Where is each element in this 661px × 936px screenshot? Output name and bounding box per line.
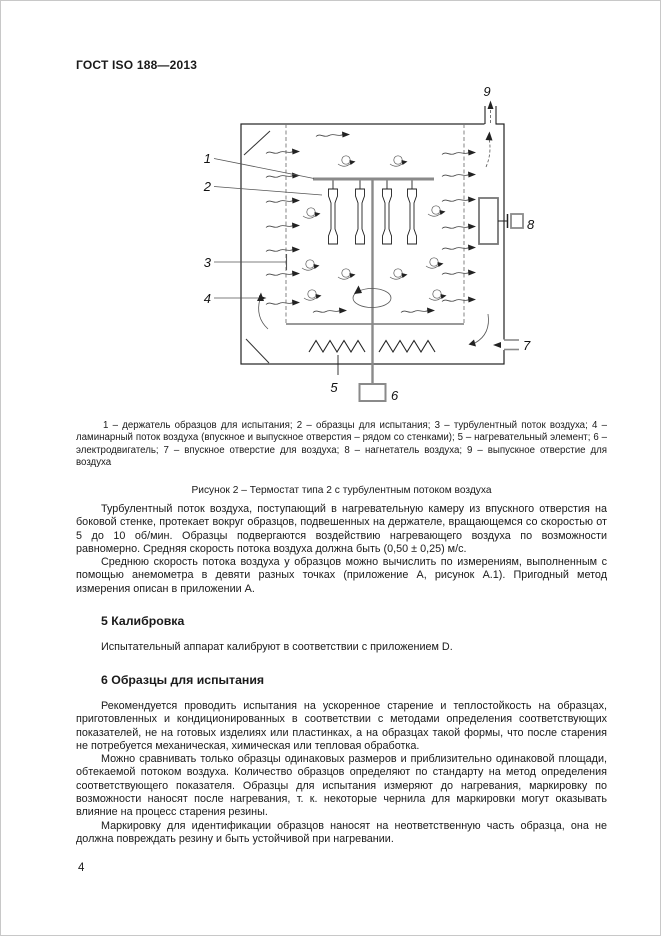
figure-label-3: 3	[203, 255, 211, 270]
figure-label-2: 2	[203, 179, 211, 194]
section-6-paragraph-1: Рекомендуется проводить испытания на ускоренное старение и теплостойкость на образцах, приготовленных и кондиционированных в соответствии с методами определения соответствующих показателей, не на готовых изделиях или пластинках, а на образцах такой формы, что после старения не потребуется механическая, химическая или тепловая обработка.	[76, 699, 607, 752]
figure-label-4: 4	[203, 291, 211, 306]
electric-motor	[360, 384, 386, 401]
figure-label-1: 1	[203, 151, 211, 166]
document-body	[76, 503, 607, 846]
paragraph-turbulent-flow: Турбулентный поток воздуха, поступающий в нагревательную камеру из впускного отверстия на боковой стенке, протекает вокруг образцов, подвешенных на держателе, вращающемся со скоростью от 5 до 10 об/мин. Образцы подвергаются воздействию нагревающего воздуха по возможности равномерно. Средняя скорость потока воздуха должна быть (0,50 ± 0,25) м/с.	[76, 503, 607, 555]
paragraph-anemometer: Среднюю скорость потока воздуха у образцов можно вычислить по измерениям, выполненным с помощью анемометра в девяти разных точках (приложение А, рисунок А.1). Пригодный метод измерения описан в приложении А.	[76, 556, 607, 595]
figure-caption: Рисунок 2 – Термостат типа 2 с турбулентным потоком воздуха	[191, 485, 492, 496]
callout-leader-lines	[214, 159, 322, 299]
section-6-paragraph-2: Можно сравнивать только образцы одинаковых размеров и приблизительно одинаковой площади, обтекаемой потоком воздуха. Количество образцов определяют по стандарту на метод определения соответствующего показателя. Образцы для испытания измеряют до нагревания, маркировку по возможности наносят после нагревания, т. к. некоторые чернила для маркировки могут оказывать влияние на процесс старения резины.	[76, 753, 607, 819]
figure-label-7: 7	[523, 338, 531, 353]
figure-label-9: 9	[483, 84, 491, 99]
section-5-heading: 5 Калибровка	[101, 614, 185, 629]
figure-label-8: 8	[527, 217, 535, 232]
figure-label-5: 5	[330, 380, 338, 395]
figure-thermostat-diagram	[191, 79, 556, 417]
rotating-shaft	[371, 180, 373, 384]
document-title: ГОСТ ISO 188—2013	[76, 58, 198, 72]
air-outlet-chimney	[485, 101, 496, 125]
section-5-paragraph: Испытательный аппарат калибруют в соответствии с приложением D.	[101, 641, 453, 654]
corner-mark-bottom-left	[246, 339, 269, 363]
section-6-heading: 6 Образцы для испытания	[101, 672, 265, 687]
figure-legend: 1 – держатель образцов для испытания; 2 – образцы для испытания; 3 – турбулентный поток воздуха; 4 – ламинарный поток воздуха (впускное и выпускное отверстия – рядом со стенками); 5 – нагревательный элемент; 6 – электродвигатель; 7 – впускное отверстие для воздуха; 8 – нагнетатель воздуха; 9 – выпускное отверстие для воздуха	[76, 420, 607, 469]
page-number: 4	[78, 862, 85, 874]
thermostat-diagram-svg	[191, 79, 556, 417]
section-6-paragraph-3: Маркировку для идентификации образцов наносят на неответственную часть образца, она не должна повреждать резину и быть устойчивой при нагревании.	[76, 819, 607, 845]
air-flow-arrows-right	[442, 150, 476, 303]
figure-label-6: 6	[391, 388, 399, 403]
air-blower	[479, 198, 523, 244]
air-inlet-pipe	[469, 314, 520, 350]
corner-mark-top-left	[244, 131, 270, 155]
laminar-flow-boundary-lines	[286, 124, 464, 324]
